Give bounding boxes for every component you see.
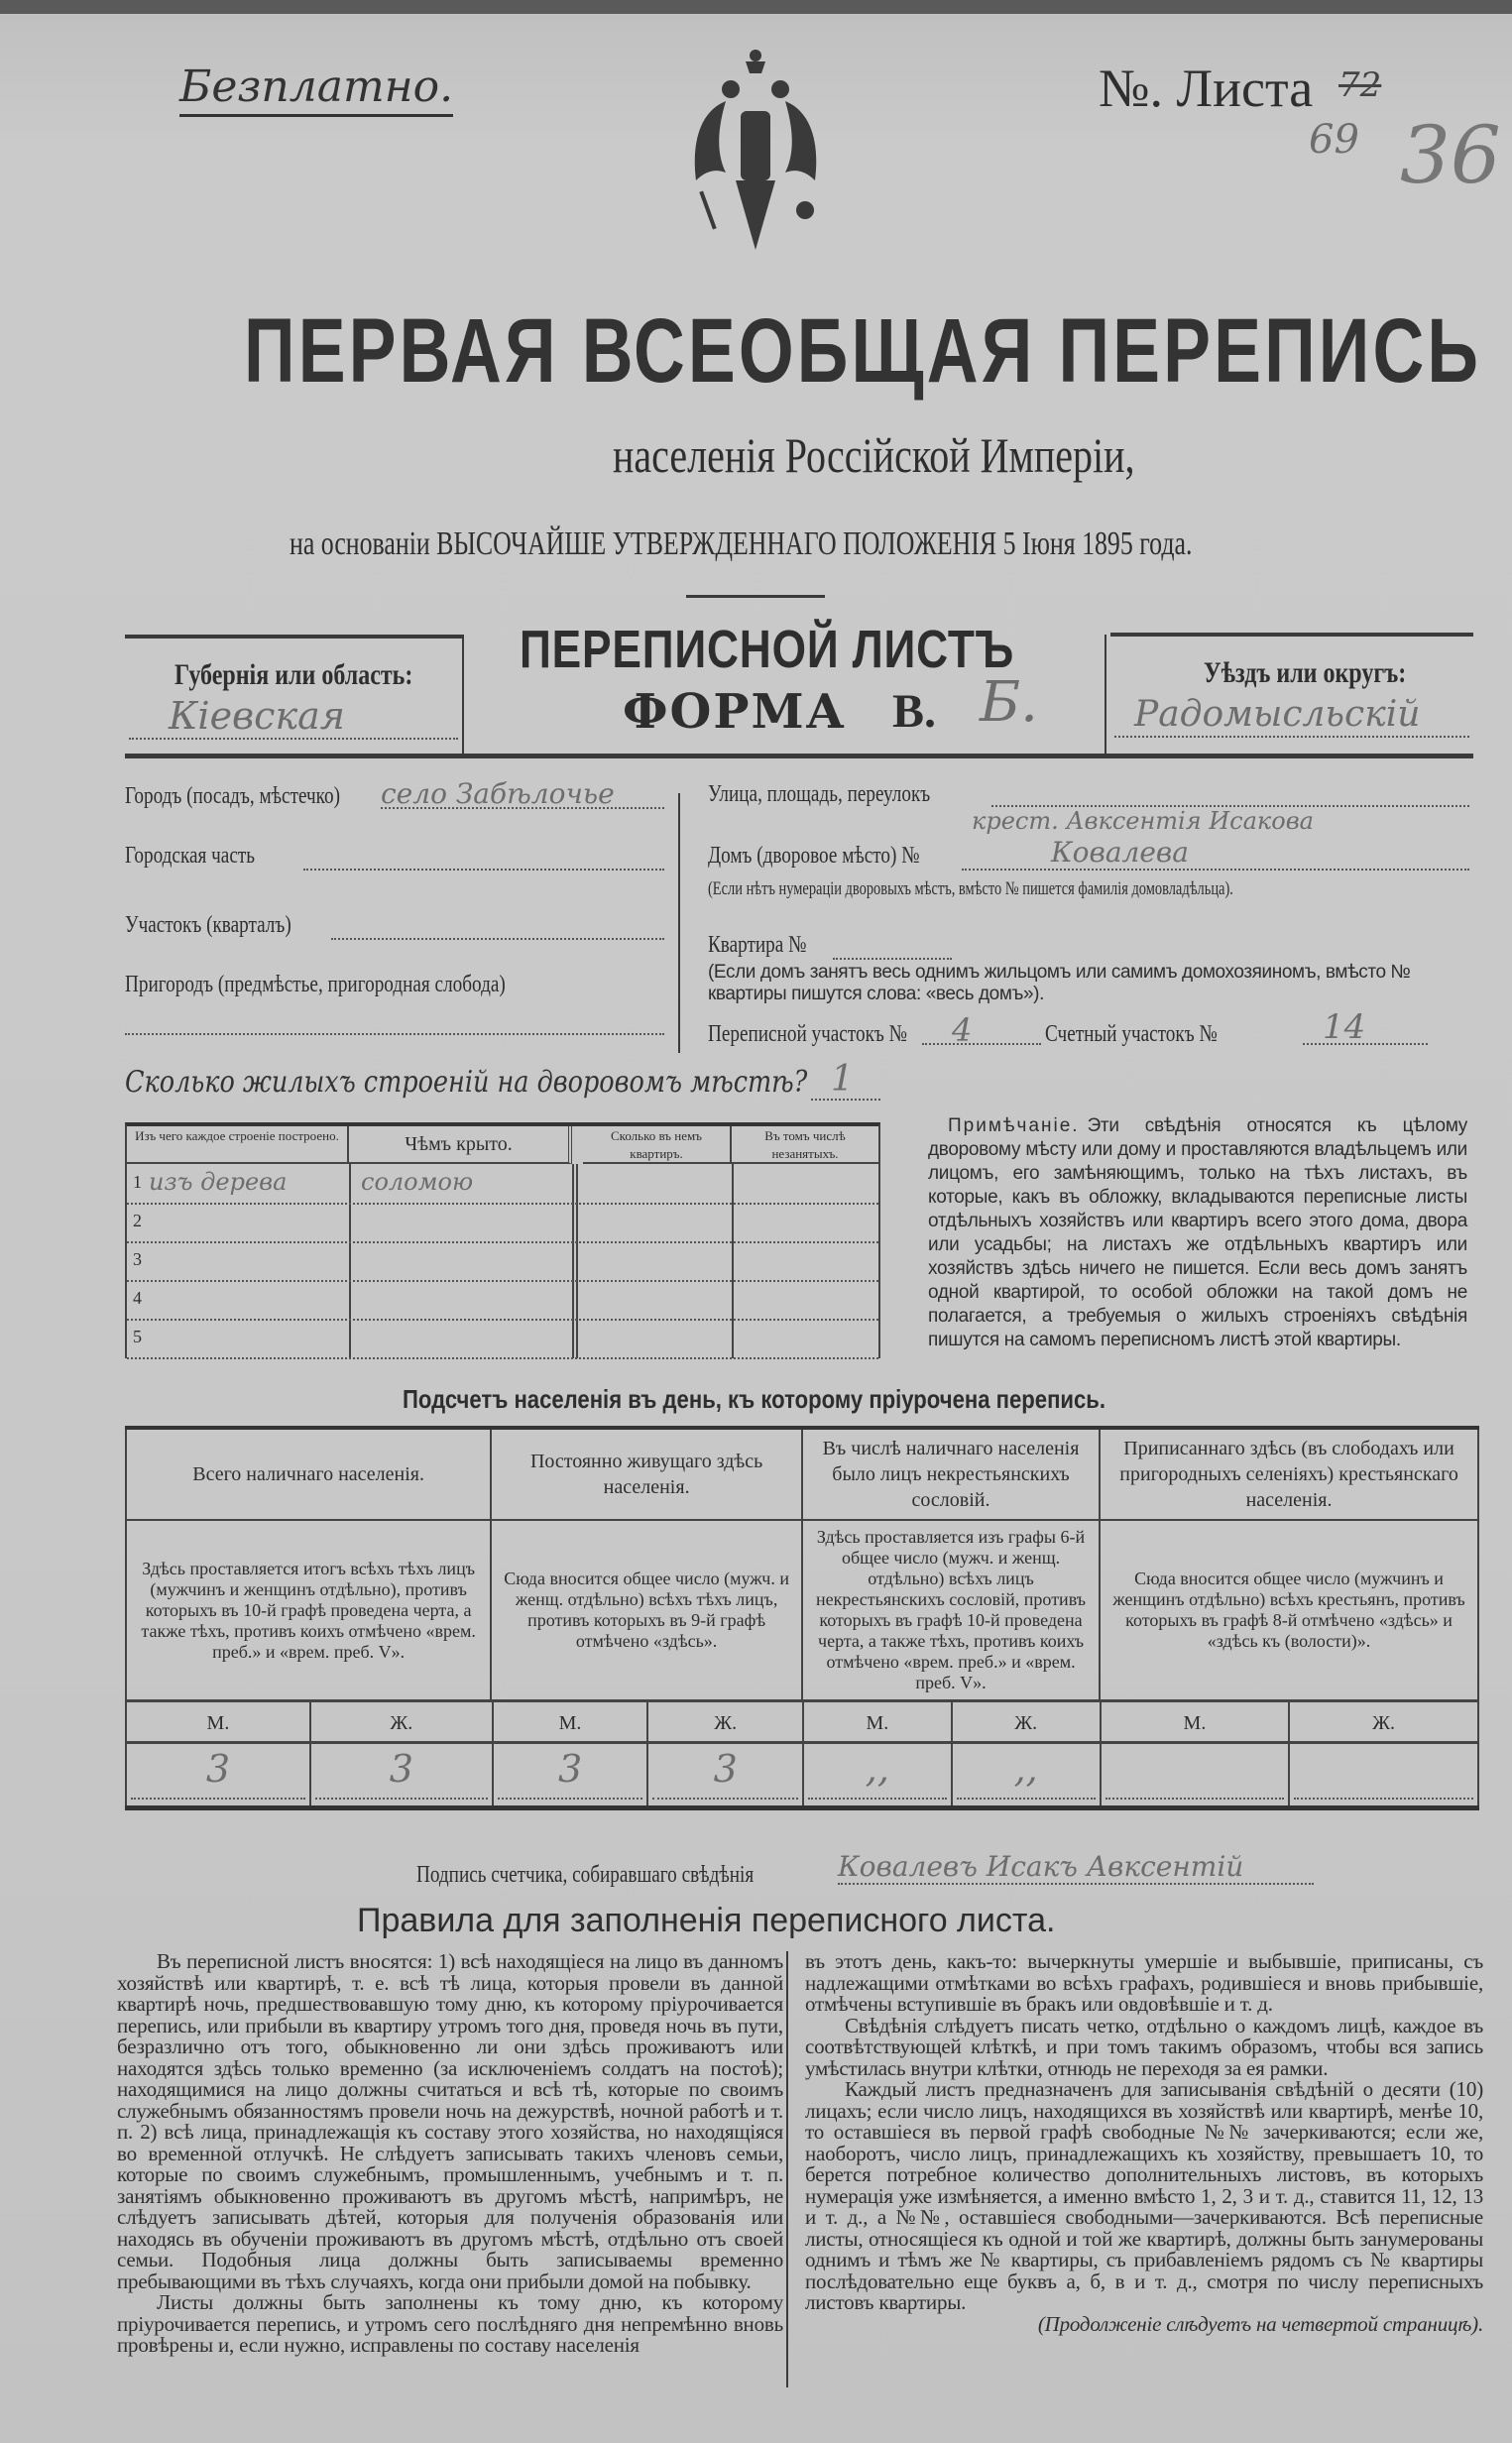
sex-label: М. [127, 1702, 309, 1744]
buildings-count-field[interactable]: 1 [811, 1059, 880, 1101]
sheet-title: ПЕРЕПИСНОЙ ЛИСТЪ [520, 620, 1015, 679]
count-district-label: Счетный участокъ № [1045, 1021, 1218, 1047]
note-label: Примѣчаніе. [948, 1115, 1080, 1136]
archive-number: 36 [1400, 109, 1501, 201]
main-title: ПЕРВАЯ ВСЕОБЩАЯ ПЕРЕПИСЬ [244, 300, 1482, 402]
table-row [127, 1321, 878, 1359]
sex-label: Ж. [311, 1702, 492, 1744]
row-number: 2 [133, 1211, 142, 1230]
rules-continued: (Продолженіе слѣдуетъ на четвертой страницѣ). [1037, 2311, 1483, 2336]
note-text: Эти свѣдѣнія относятся къ цѣлому дворовому мѣсту или дому и проставляются владѣльцемъ или лицомъ, его замѣняющимъ, только на тѣхъ листахъ, въ которые, какъ въ обложку, вкладываются переписные листы отдѣльныхъ хозяйствъ или квартиръ всего этого дома, двора или усадьбы; на листахъ же отдѣльныхъ квартиръ или хозяйствъ здѣсь ничего не пишется. Если весь домъ занятъ одной квартирой, то особой обложки на такой домъ не полагается, а требуемыя о жилыхъ строеніяхъ свѣдѣнія пишутся на самомъ переписномъ листѣ этой квартиры. [928, 1115, 1467, 1350]
divider [686, 595, 825, 598]
divider [125, 754, 1473, 758]
divider [1110, 633, 1473, 637]
population-cell-female [1288, 1702, 1477, 1805]
table-row [127, 1282, 878, 1321]
street-label: Улица, площадь, переулокъ [708, 781, 931, 807]
population-cell-female [309, 1702, 492, 1805]
province-label: Губернія или область: [174, 658, 413, 691]
col-title-total: Всего наличнаго населенія. [192, 1463, 424, 1485]
population-cell-female [646, 1702, 802, 1805]
form-printed-letter: В. [892, 685, 937, 738]
row-number: 3 [133, 1249, 142, 1269]
rules-paragraph: въ этотъ день, какъ-то: вычеркнуты умершіе и выбывшіе, приписаны, съ надлежащими отмѣтками во всѣхъ графахъ, родившіеся и вновь прибывшіе, отмѣчены вступившіе въ бракъ или овдовѣвшіе и т. д. [805, 1949, 1483, 2016]
col-title-permanent: Постоянно живущаго здѣсь населенія. [491, 1428, 802, 1520]
buildings-note [928, 1114, 1467, 1352]
population-cell-female [951, 1702, 1100, 1805]
sex-label: М. [494, 1702, 647, 1744]
legal-basis: на основаніи ВЫСОЧАЙШЕ УТВЕРЖДЕННАГО ПОЛОЖЕНІЯ 5 Іюня 1895 года. [290, 525, 1193, 562]
population-cell-male [492, 1702, 647, 1805]
divider [125, 635, 462, 639]
district-field[interactable]: Радомысльскій [1114, 694, 1469, 738]
table-row [127, 1243, 878, 1282]
buildings-question: Сколько жилыхъ строеній на дворовомъ мѣстѣ? [125, 1065, 808, 1100]
population-cell-male [802, 1702, 951, 1805]
sex-label: Ж. [648, 1702, 802, 1744]
row-number: 1 [133, 1172, 142, 1192]
precinct-label: Участокъ (кварталъ) [125, 912, 291, 938]
count-field[interactable] [1294, 1744, 1473, 1800]
buildings-table [125, 1122, 880, 1358]
province-field[interactable]: Кіевская [129, 694, 458, 740]
house-label: Домъ (дворовое мѣсто) № [708, 843, 920, 869]
precinct-field[interactable] [331, 914, 664, 940]
count-field[interactable]: 3 [315, 1744, 488, 1800]
row-number: 5 [133, 1327, 142, 1346]
buildings-header-vacant: Въ томъ числѣ незанятыхъ. [732, 1126, 878, 1164]
subtitle: населенія Россійской Имперіи, [613, 427, 1135, 483]
double-headed-eagle-icon [686, 42, 825, 260]
form-label: ФОРМА [623, 684, 847, 740]
material-cell[interactable]: изъ дерева [149, 1168, 288, 1196]
district-label: Уѣздъ или округъ: [1204, 656, 1407, 689]
population-values [127, 1702, 1477, 1805]
buildings-rows [127, 1166, 878, 1359]
col-title-peasant: Приписаннаго здѣсь (въ слободахъ или пригородныхъ селеніяхъ) крестьянскаго населенія. [1100, 1428, 1478, 1520]
divider [678, 793, 680, 1053]
rules-paragraph: Каждый листъ предназначенъ для записыванія свѣдѣній о десяти (10) лицахъ; если число лицъ, находящихся въ хозяйствѣ или квартирѣ, менѣе 10, то оставшіеся въ первой графѣ свободные №№ зачеркиваются; если же, наоборотъ, число лицъ, принадлежащихъ къ хозяйству, превышаетъ 10, то берется потребное количество дополнительныхъ листовъ, въ которыхъ нумерація уже измѣняется, а именно вмѣсто 1, 2, 3 и т. д., ставится 11, 12, 13 и т. д., а №№, оставшіеся свободными—зачеркиваются. Всѣ переписные листы, относящіеся къ одной и той же квартирѣ, должны быть занумерованы однимъ и тѣмъ же № квартиры, съ прибавленіемъ рядомъ съ № квартиры послѣдовательно еще буквъ а, б, в и т. д., смотря по числу переписныхъ листовъ квартиры. [805, 2077, 1483, 2314]
table-row [127, 1205, 878, 1243]
divider [1105, 635, 1106, 754]
count-district-field[interactable]: 14 [1303, 1007, 1428, 1045]
house-field[interactable]: Ковалева [962, 837, 1469, 871]
sex-label: Ж. [953, 1702, 1100, 1744]
city-field[interactable]: село Забѣлочье [381, 777, 664, 809]
sheet-number-crossed: 72 [1338, 65, 1382, 105]
sheet-number-label: №. Листа [1099, 58, 1314, 118]
count-field[interactable]: ,, [957, 1744, 1096, 1800]
apartment-note: (Если домъ занятъ весь однимъ жильцомъ или самимъ домохозяиномъ, вмѣсто № квартиры пишутся слова: «весь домъ»). [708, 962, 1411, 1004]
count-field[interactable]: 3 [498, 1744, 643, 1800]
rules-paragraph: Въ переписной листъ вносятся: 1) всѣ находящіеся на лицо въ данномъ хозяйствѣ или квартирѣ, т. е. всѣ тѣ лица, которыя провели въ данной квартирѣ ночь, предшествовавшую тому дню, къ которому пріурочивается перепись, или прибыли въ квартиру утромъ того дня, проведя ночь въ пути, безразлично отъ того, обыкновенно ли они здѣсь проживаютъ или находятся здѣсь только временно (за исключеніемъ солдатъ на постоѣ); находящимися на лицо должны считаться и всѣ тѣ, которые по своимъ служебнымъ обязанностямъ провели ночь на дежурствѣ, ночной работѣ и т. п. 2) всѣ лица, принадлежащія къ составу этого хозяйства, но находящіяся во временной отлучкѣ. Не слѣдуетъ записывать такихъ членовъ семьи, которые по своимъ служебнымъ, промышленнымъ, учебнымъ и т. п. занятіямъ обыкновенно проживаютъ въ другомъ мѣстѣ, напримѣръ, не слѣдуетъ записывать дѣтей, которыя для полученія образованія или находясь въ обученіи проживаютъ въ другомъ мѣстѣ, отдѣльно отъ своей семьи. Подобныя лица должны быть записываемы временно пребывающими въ тѣхъ случаяхъ, когда они прибыли домой на побывку. [117, 1949, 783, 2293]
rules-right-column [805, 1951, 1483, 2335]
divider [786, 1951, 788, 2387]
scan-edge [0, 0, 1512, 14]
buildings-header-apartments: Сколько въ немъ квартиръ. [583, 1126, 732, 1164]
house-note: (Если нѣтъ нумераціи дворовыхъ мѣстъ, вмѣсто № пишется фамилія домовладѣльца). [708, 878, 1233, 899]
rules-paragraph: Свѣдѣнія слѣдуетъ писать четко, отдѣльно о каждомъ лицѣ, каждое въ соотвѣтствующей клѣткѣ, и при томъ такимъ образомъ, чтобы вся запись умѣстилась внутри клѣтки, отнюдь не переходя за ея рамки. [805, 2013, 1483, 2080]
population-cell-male [127, 1702, 309, 1805]
suburb-field[interactable] [125, 1011, 664, 1035]
free-label: Безплатно. [179, 61, 453, 117]
rules-title: Правила для заполненія переписного листа. [357, 1902, 1056, 1939]
count-field[interactable]: ,, [808, 1744, 947, 1800]
city-label: Городъ (посадъ, мѣстечко) [125, 783, 341, 809]
apartment-label: Квартира № [708, 932, 807, 958]
population-heading: Подсчетъ населенія въ день, къ которому пріурочена перепись. [403, 1384, 1106, 1414]
suburb-label: Пригородъ (предмѣстье, пригородная слобода) [125, 972, 506, 997]
col-desc-peasant: Сюда вносится общее число (мужчинъ и женщинъ отдѣльно) всѣхъ крестьянъ, противъ которыхъ въ графѣ 8-й отмѣчено «здѣсь» и «здѣсь къ (волости)». [1100, 1520, 1478, 1701]
roof-cell[interactable]: соломою [361, 1168, 474, 1196]
table-row [127, 1166, 878, 1205]
count-field[interactable] [1105, 1744, 1285, 1800]
population-table [125, 1426, 1479, 1810]
buildings-header-roof: Чѣмъ крыто. [349, 1126, 572, 1164]
street-field[interactable] [991, 781, 1469, 807]
rules-paragraph: Листы должны быть заполнены къ тому дню, къ которому пріурочивается перепись, и утромъ сего послѣдняго дня непремѣнно вновь провѣрены и, если нужно, исправлены по составу населенія [117, 2290, 783, 2357]
signature-label: Подпись счетчика, собиравшаго свѣдѣнія [416, 1862, 755, 1888]
census-district-label: Переписной участокъ № [708, 1021, 907, 1047]
rules-left-column [117, 1951, 783, 2357]
divider [462, 635, 464, 754]
col-desc-permanent: Сюда вносится общее число (мужч. и женщ. отдѣльно) всѣхъ тѣхъ лицъ, противъ которыхъ въ 9-й графѣ отмѣчено «здѣсь». [491, 1520, 802, 1701]
sex-label: Ж. [1290, 1702, 1477, 1744]
signature-field[interactable]: Ковалевъ Исакъ Авксентій [838, 1850, 1314, 1885]
city-part-label: Городская часть [125, 843, 255, 869]
apartment-field[interactable] [833, 936, 952, 960]
house-value-line1: крест. Авксентія Исакова [972, 807, 1314, 835]
col-desc-non-peasant: Здѣсь проставляется изъ графы 6-й общее число (мужч. и женщ. отдѣльно) всѣхъ лицъ некрестьянскихъ сословій, противъ которыхъ въ графѣ 10-й проведена черта, а также тѣхъ, противъ коихъ отмѣчено «врем. преб.» и «врем. преб. V». [802, 1520, 1100, 1701]
city-part-field[interactable] [303, 845, 664, 871]
sheet-number-pencil: 69 [1309, 117, 1359, 163]
form-value[interactable]: Б. [980, 670, 1038, 735]
population-cell-male [1100, 1702, 1289, 1805]
col-desc-total: Здѣсь проставляется итогъ всѣхъ тѣхъ лицъ (мужчинъ и женщинъ отдѣльно), противъ которыхъ въ 10-й графѣ проведена черта, а также тѣхъ, противъ коихъ отмѣчено «врем. преб.» и «врем. преб. V». [141, 1558, 476, 1662]
col-title-non-peasant: Въ числѣ наличнаго населенія было лицъ некрестьянскихъ сословій. [802, 1428, 1100, 1520]
row-number: 4 [133, 1288, 142, 1308]
census-district-field[interactable]: 4 [922, 1011, 1041, 1045]
count-field[interactable]: 3 [131, 1744, 305, 1800]
sex-label: М. [1102, 1702, 1289, 1744]
buildings-header-material: Изъ чего каждое строеніе построено. [127, 1126, 349, 1164]
count-field[interactable]: 3 [652, 1744, 798, 1800]
sex-label: М. [804, 1702, 951, 1744]
